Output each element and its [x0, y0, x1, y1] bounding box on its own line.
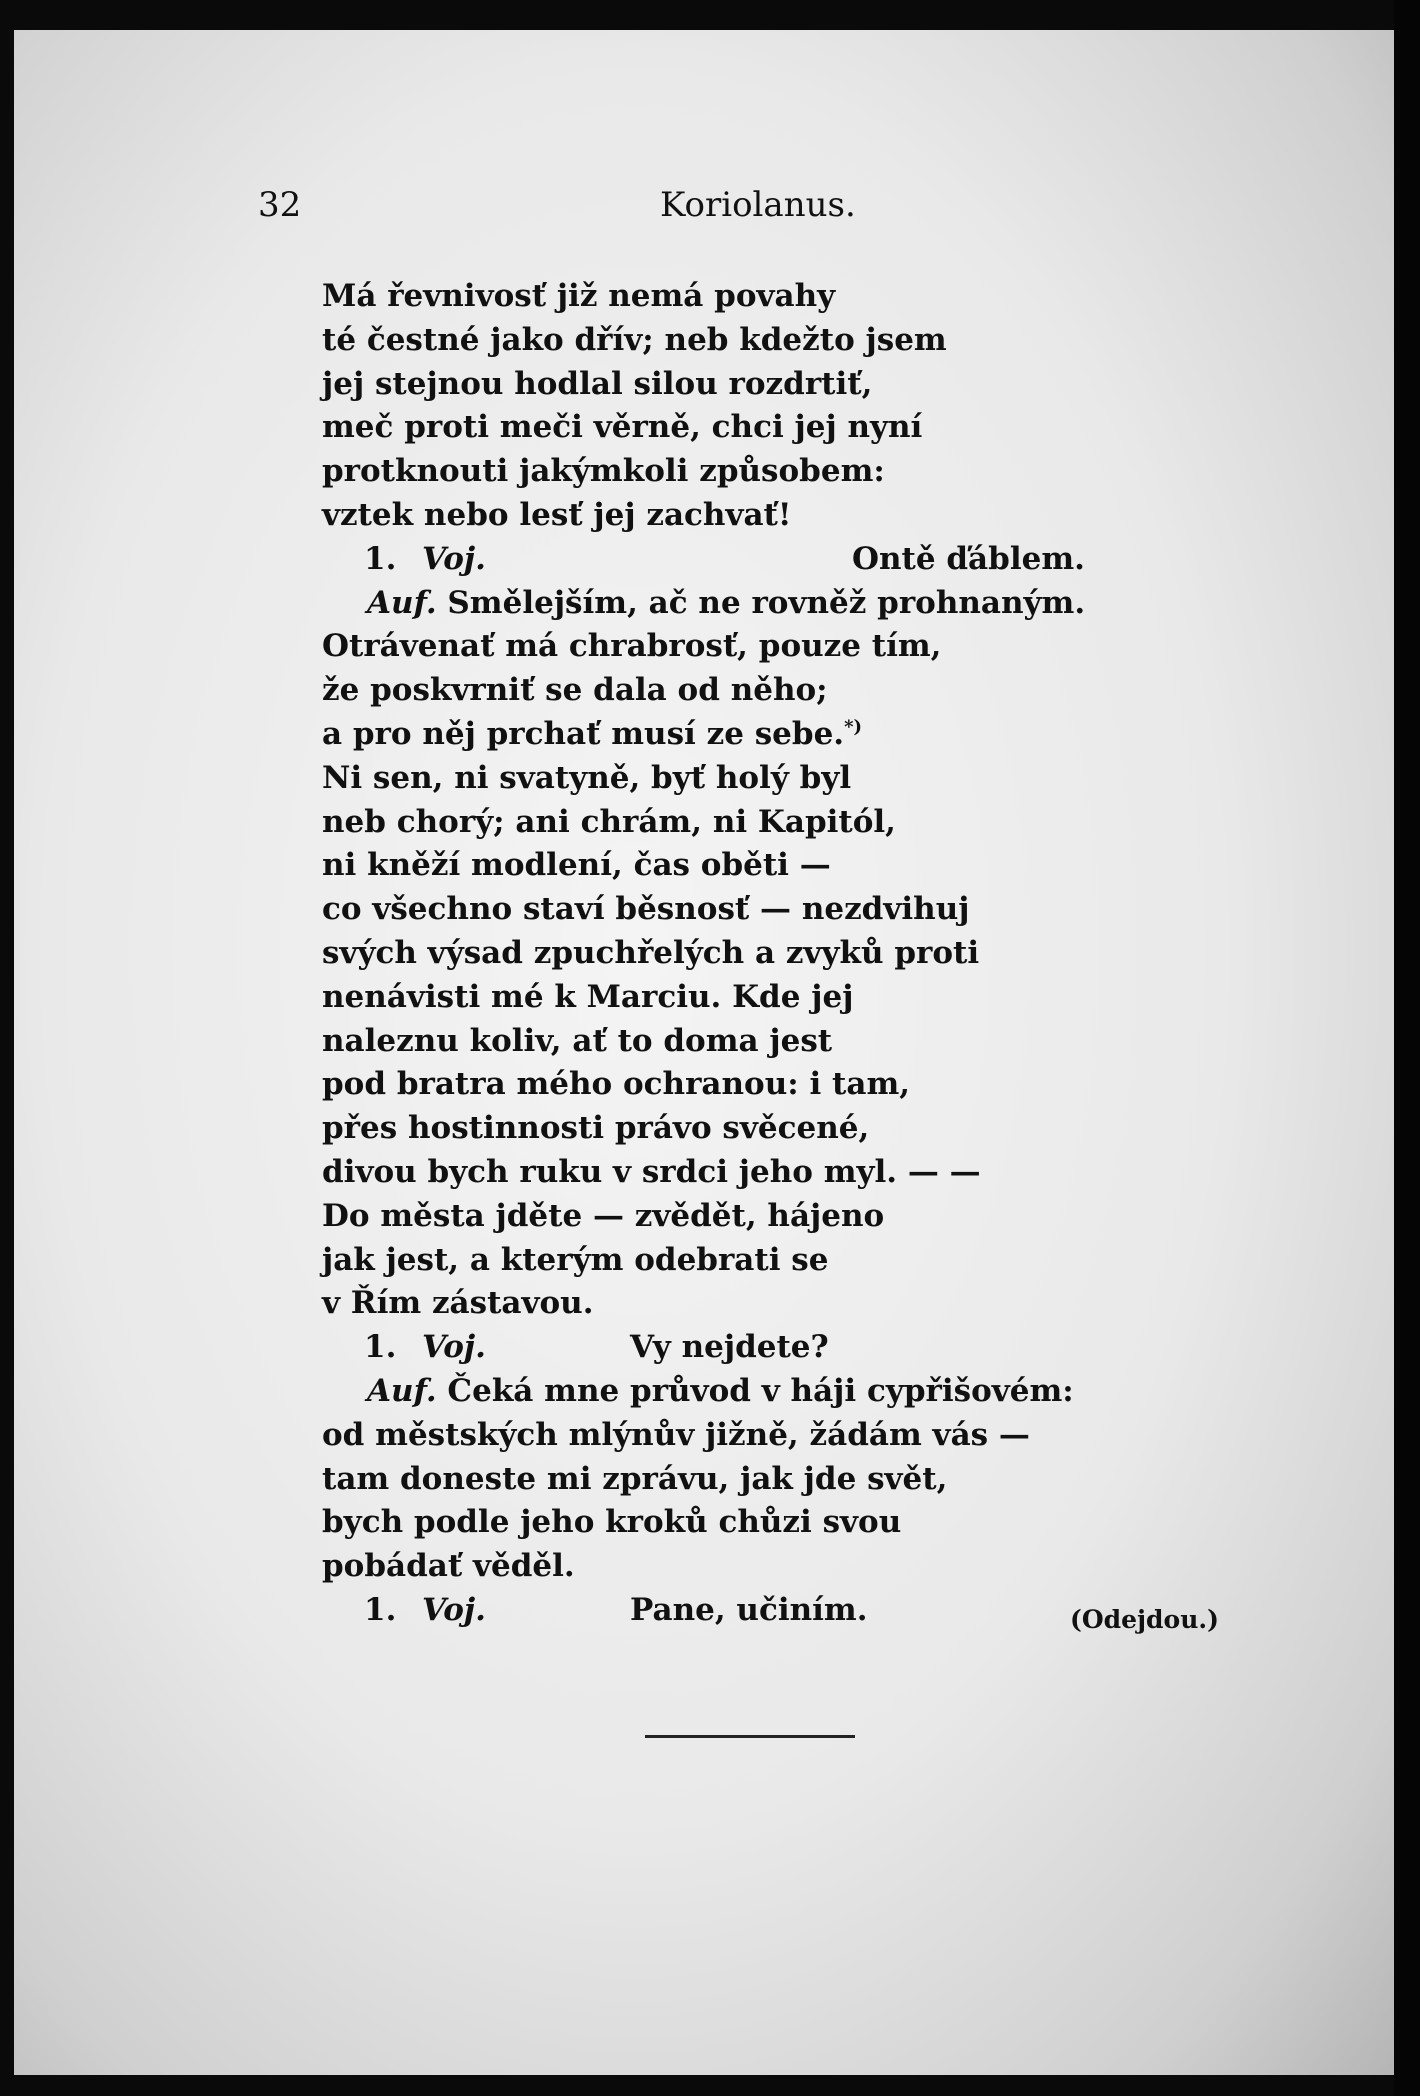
verse-line: nenávisti mé k Marciu. Kde jej	[322, 978, 854, 1015]
speaker-name: Voj.	[422, 540, 486, 577]
verse-line: od městských mlýnův jižně, žádám vás —	[322, 1416, 1030, 1453]
speaker-name: Voj.	[422, 1329, 486, 1366]
verse-line: meč proti meči věrně, chci jej nyní	[322, 409, 923, 446]
dialogue-line	[322, 582, 1222, 626]
verse-line: svých výsad zpuchřelých a zvyků proti	[322, 934, 980, 971]
verse-line: jak jest, a kterým odebrati se	[322, 1241, 829, 1278]
verse-text-span: a pro něj prchať musí ze sebe.	[322, 715, 845, 752]
verse-line: vztek nebo lesť jej zachvať!	[322, 496, 792, 533]
verse-line: tam doneste mi zprávu, jak jde svět,	[322, 1460, 948, 1497]
verse-line: neb chorý; ani chrám, ni Kapitól,	[322, 803, 896, 840]
soldier-number: 1.	[364, 1591, 397, 1628]
verse-line: protknouti jakýmkoli způsobem:	[322, 453, 885, 490]
verse-text	[322, 275, 1222, 1633]
verse-line: divou bych ruku v srdci jeho myl. — —	[322, 1153, 981, 1190]
speech-text: Ontě ďáblem.	[852, 540, 1085, 577]
verse-line: ni kněží modlení, čas oběti —	[322, 847, 831, 884]
speech-text: Čeká mne průvod v háji cypřišovém:	[447, 1372, 1074, 1409]
verse-line: Otrávenať má chrabrosť, pouze tím,	[322, 628, 942, 665]
verse-line: co všechno staví běsnosť — nezdvihuj	[322, 891, 970, 928]
page-number: 32	[258, 185, 302, 225]
verse-line: Do města jděte — zvědět, hájeno	[322, 1197, 885, 1234]
speech-text: Smělejším, ač ne rovněž prohnaným.	[447, 584, 1086, 621]
verse-line: že poskvrniť se dala od něho;	[322, 672, 828, 709]
speaker-name: Voj.	[422, 1591, 486, 1628]
dialogue-line	[322, 538, 1222, 582]
verse-line: jej stejnou hodlal silou rozdrtiť,	[322, 365, 873, 402]
verse-line: Má řevnivosť již nemá povahy	[322, 278, 836, 314]
verse-line: bych podle jeho kroků chůzi svou	[322, 1504, 902, 1541]
verse-line: naleznu koliv, ať to doma jest	[322, 1022, 833, 1059]
soldier-number: 1.	[364, 540, 397, 577]
stage-direction: (Odejdou.)	[1070, 1605, 1219, 1634]
scan-edge	[1394, 0, 1420, 2096]
speaker-name: Auf.	[367, 584, 437, 621]
speech-text: Pane, učiním.	[630, 1591, 868, 1628]
speech-text: Vy nejdete?	[630, 1329, 829, 1366]
footnote-mark: *)	[844, 716, 863, 738]
dialogue-line	[322, 1370, 1222, 1414]
end-rule	[645, 1735, 855, 1738]
verse-line: v Řím zástavou.	[322, 1285, 594, 1322]
verse-line: pobádať věděl.	[322, 1548, 575, 1585]
verse-line: pod bratra mého ochranou: i tam,	[322, 1066, 911, 1103]
verse-line: přes hostinnosti právo svěcené,	[322, 1110, 870, 1147]
dialogue-line	[322, 1326, 1222, 1370]
verse-line: Ni sen, ni svatyně, byť holý byl	[322, 759, 852, 796]
verse-line	[322, 713, 1222, 757]
verse-line: té čestné jako dřív; neb kdežto jsem	[322, 321, 947, 358]
soldier-number: 1.	[364, 1329, 397, 1366]
running-title: Koriolanus.	[660, 185, 856, 225]
speaker-name: Auf.	[367, 1372, 437, 1409]
